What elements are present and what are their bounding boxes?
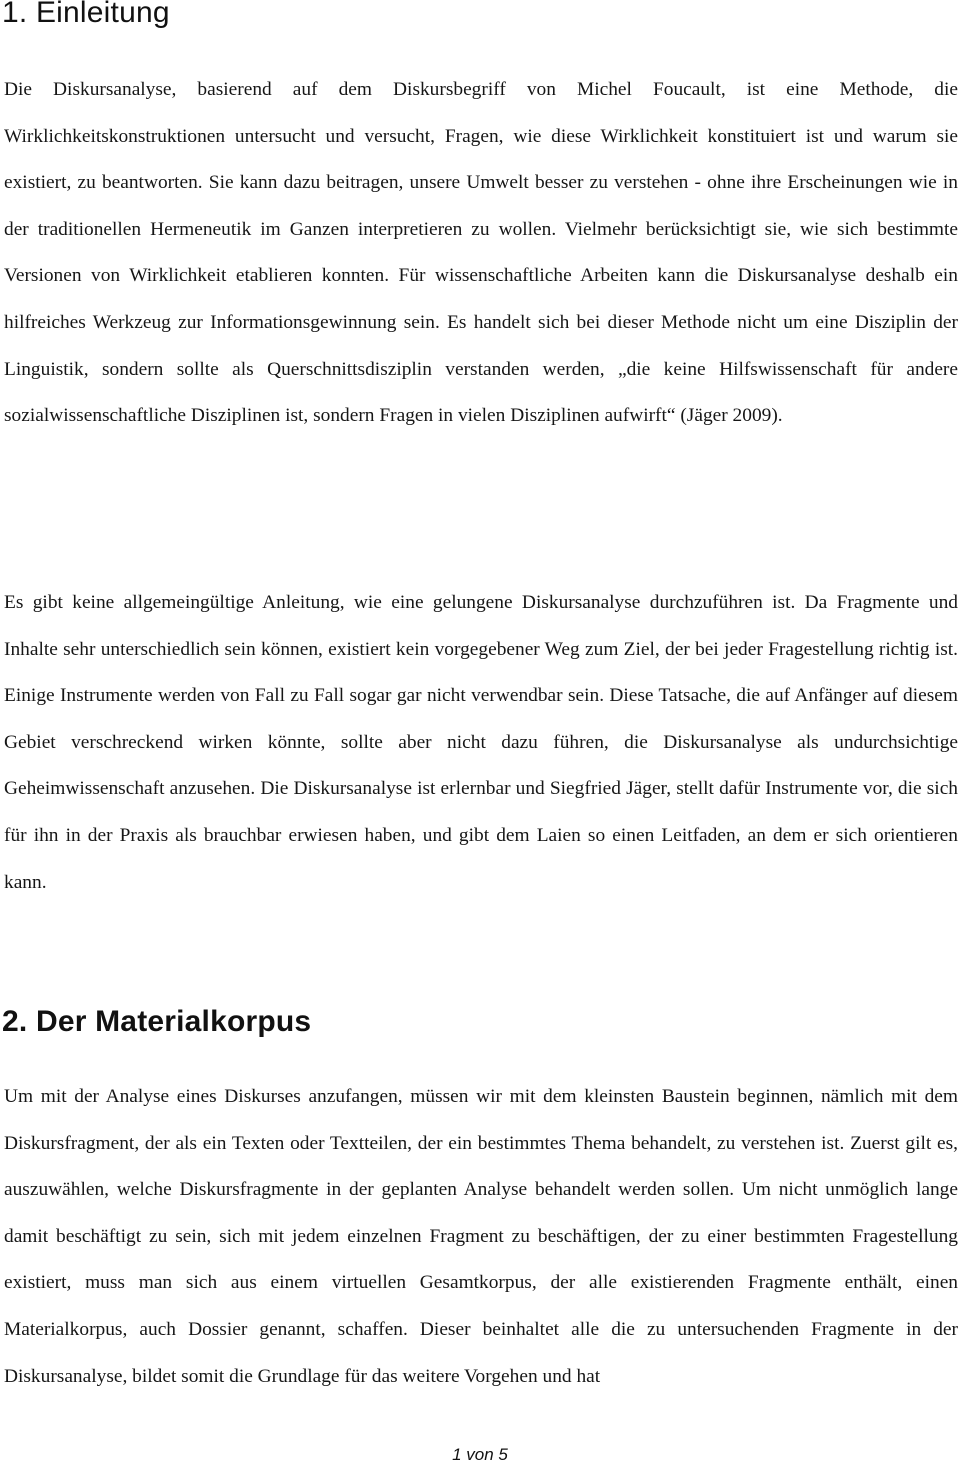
section-heading-einleitung: 1. Einleitung — [2, 0, 170, 29]
body-paragraph: Um mit der Analyse eines Diskurses anzufangen, müssen wir mit dem kleinsten Baustein beginnen, nämlich mit dem Diskursfragment, der als ein Texten oder Textteilen, der ein bestimmtes Thema behandelt, zu verstehen ist. Zuerst gilt es, auszuwählen, welche Diskursfragmente in der geplanten Analyse behandelt werden sollen. Um nicht unmöglich lange damit beschäftigt zu sein, sich mit jedem einzelnen Fragment zu beschäftigen, der zu einer bestimmten Fragestellung existiert, muss man sich aus einem virtuellen Gesamtkorpus, der alle existierenden Fragmente enthält, einen Materialkorpus, auch Dossier genannt, schaffen. Dieser beinhaltet alle die zu untersuchenden Fragmente in der Diskursanalyse, bildet somit die Grundlage für das weitere Vorgehen und hat — [4, 1086, 958, 1387]
body-paragraph: Die Diskursanalyse, basierend auf dem Diskursbegriff von Michel Foucault, ist eine Methode, die Wirklichkeitskonstruktionen untersucht und versucht, Fragen, wie diese Wirklichkeit konstituiert ist und warum sie existiert, zu beantworten. Sie kann dazu beitragen, unsere Umwelt besser zu verstehen - ohne ihre Erscheinungen wie in der traditionellen Hermeneutik im Ganzen interpretieren zu wollen. Vielmehr berücksichtigt sie, wie sich bestimmte Versionen von Wirklichkeit etablieren konnten. Für wissenschaftliche Arbeiten kann die Diskursanalyse deshalb ein hilfreiches Werkzeug zur Informationsgewinnung sein. Es handelt sich bei dieser Methode nicht um eine Disziplin der Linguistik, sondern sollte als Querschnittsdisziplin verstanden werden, „die keine Hilfswissenschaft für andere sozialwissenschaftliche Disziplinen ist, sondern Fragen in vielen Disziplinen aufwirft“ (Jäger 2009). — [4, 79, 958, 427]
page-number-footer: 1 von 5 — [452, 1445, 508, 1464]
section-heading-materialkorpus: 2. Der Materialkorpus — [2, 1005, 312, 1038]
body-paragraph: Es gibt keine allgemeingültige Anleitung, wie eine gelungene Diskursanalyse durchzuführen ist. Da Fragmente und Inhalte sehr unterschiedlich sein können, existiert kein vorgegebener Weg zum Ziel, der bei jeder Fragestellung richtig ist. Einige Instrumente werden von Fall zu Fall sogar gar nicht verwendbar sein. Diese Tatsache, die auf Anfänger auf diesem Gebiet verschreckend wirken könnte, sollte aber nicht dazu führen, die Diskursanalyse als undurchsichtige Geheimwissenschaft anzusehen. Die Diskursanalyse ist erlernbar und Siegfried Jäger, stellt dafür Instrumente vor, die sich für ihn in der Praxis als brauchbar erwiesen haben, und gibt dem Laien so einen Leitfaden, an dem er sich orientieren kann. — [4, 592, 958, 893]
